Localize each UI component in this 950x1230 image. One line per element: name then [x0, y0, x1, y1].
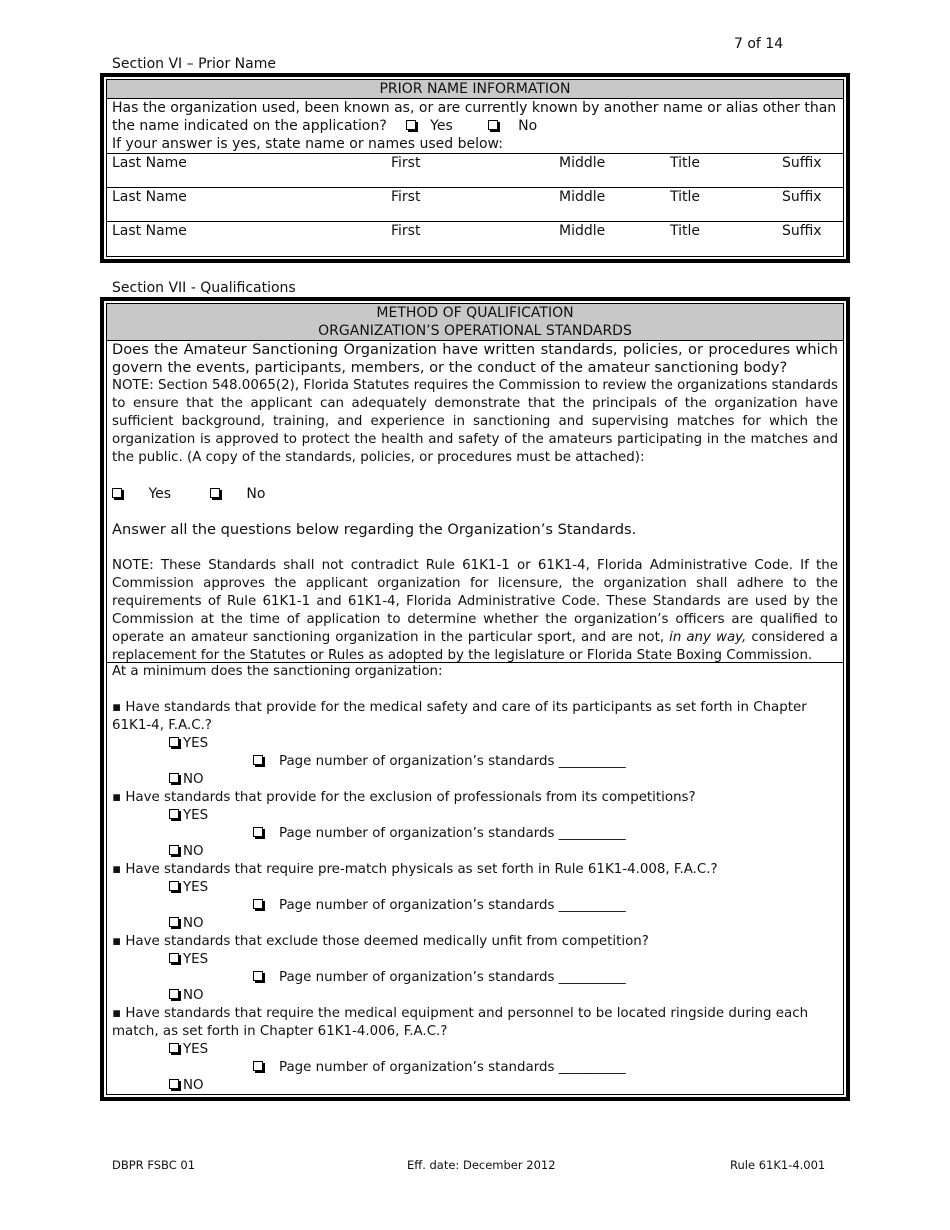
requirement-no-checkbox[interactable] [169, 1079, 179, 1089]
no-label: NO [183, 844, 204, 859]
col-middle: Middle [559, 155, 606, 171]
col-first: First [391, 155, 421, 171]
standards-yes-checkbox[interactable] [112, 488, 122, 498]
no-label: NO [183, 1078, 204, 1093]
yes-label: YES [183, 736, 209, 751]
requirement-question-line1: ▪ Have standards that exclude those deemed medically unfit from competition? [112, 934, 649, 949]
prior-name-no-checkbox[interactable] [488, 120, 498, 130]
requirement-question-line1: ▪ Have standards that require the medical equipment and personnel to be located ringside during each [112, 1006, 809, 1021]
col-title: Title [670, 189, 701, 205]
prior-name-yes-checkbox[interactable] [406, 120, 416, 130]
requirement-item [112, 699, 838, 735]
qualification-box [100, 297, 850, 1101]
page-ref-checkbox[interactable] [253, 899, 263, 909]
section-7-label: Section VII - Qualifications [112, 280, 296, 296]
requirement-question-line2: 61K1-4, F.A.C.? [112, 718, 212, 733]
col-last-name: Last Name [112, 223, 187, 239]
answer-all-instruction: Answer all the questions below regarding the Organization’s Standards. [112, 521, 637, 538]
no-label: NO [183, 988, 204, 1003]
standards-question: Does the Amateur Sanctioning Organization have written standards, policies, or procedures which govern the events, participants, members, or the conduct of the amateur sanctioning body? [112, 341, 838, 376]
footer-rule: Rule 61K1-4.001 [730, 1158, 826, 1172]
page-ref-checkbox[interactable] [253, 1061, 263, 1071]
prior-name-box [100, 73, 850, 263]
page-ref-label: Page number of organization’s standards __________ [279, 1060, 626, 1075]
standards-note-1: NOTE: Section 548.0065(2), Florida Statutes requires the Commission to review the organizations standards to ensure that the applicant can adequately demonstrate that the principals of the organization have sufficient background, training, and experience in sanctioning and supervising matches for which the organization is approved to protect the health and safety of the amateurs participating in the matches and the public. (A copy of the standards, policies, or procedures must be attached): [112, 378, 838, 465]
requirement-item [112, 1005, 838, 1041]
requirement-no-checkbox[interactable] [169, 845, 179, 855]
requirement-yes-checkbox[interactable] [169, 881, 179, 891]
requirement-yes-checkbox[interactable] [169, 1043, 179, 1053]
no-label: NO [183, 772, 204, 787]
page-ref-checkbox[interactable] [253, 827, 263, 837]
requirement-item [112, 861, 838, 879]
col-middle: Middle [559, 189, 606, 205]
name-row[interactable] [107, 153, 843, 187]
name-row[interactable] [107, 221, 843, 255]
requirement-no-checkbox[interactable] [169, 773, 179, 783]
col-last-name: Last Name [112, 155, 187, 171]
prior-name-yes-label: Yes [430, 118, 453, 134]
yes-label: YES [183, 808, 209, 823]
requirement-no-checkbox[interactable] [169, 989, 179, 999]
no-label: NO [183, 916, 204, 931]
col-middle: Middle [559, 223, 606, 239]
prior-name-question-line1: Has the organization used, been known as, or are currently known by another name or alias other than [112, 100, 837, 116]
yes-label: YES [183, 1042, 209, 1057]
prior-name-no-label: No [518, 118, 538, 134]
page-ref-checkbox[interactable] [253, 755, 263, 765]
requirement-yes-checkbox[interactable] [169, 953, 179, 963]
standards-yes-label: Yes [148, 486, 172, 502]
page-ref-label: Page number of organization’s standards __________ [279, 970, 626, 985]
qualification-header-line1: METHOD OF QUALIFICATION [376, 305, 574, 321]
col-title: Title [670, 155, 701, 171]
footer-form-id: DBPR FSBC 01 [112, 1158, 196, 1172]
requirement-no-checkbox[interactable] [169, 917, 179, 927]
requirement-item [112, 789, 838, 807]
note-2-part-b: considered a replacement for the Statutes or Rules as adopted by the legislature or Florida State Boxing Commission. [112, 630, 838, 663]
note-2-emphasis: in any way, [669, 630, 747, 645]
col-first: First [391, 223, 421, 239]
page-ref-label: Page number of organization’s standards __________ [279, 754, 626, 769]
col-title: Title [670, 223, 701, 239]
prior-name-question-line2: the name indicated on the application? [112, 118, 387, 134]
note-2-part-a: NOTE: These Standards shall not contradict Rule 61K1-1 or 61K1-4, Florida Administrative Code. If the Commission approves the applicant organization for licensure, the organization shall adhere to the requirements of Rule 61K1-1 and 61K1-4, Florida Administrative Code. These Standards are used by the Commission at the time of application to determine whether the organization’s officers are qualified to operate an amateur sanctioning organization in the particular sport, and are not, [112, 558, 838, 645]
standards-no-label: No [246, 486, 266, 502]
requirement-question-line1: ▪ Have standards that provide for the exclusion of professionals from its competitions? [112, 790, 696, 805]
requirement-question-line1: ▪ Have standards that provide for the medical safety and care of its participants as set forth in Chapter [112, 700, 807, 715]
yes-label: YES [183, 880, 209, 895]
col-suffix: Suffix [782, 155, 822, 171]
minimum-requirements [107, 663, 843, 1093]
col-suffix: Suffix [782, 223, 822, 239]
page-number: 7 of 14 [734, 36, 784, 52]
prior-name-header: PRIOR NAME INFORMATION [107, 80, 843, 99]
name-row[interactable] [107, 187, 843, 221]
requirement-yes-checkbox[interactable] [169, 809, 179, 819]
prior-name-instruction: If your answer is yes, state name or names used below: [112, 136, 503, 152]
page-ref-checkbox[interactable] [253, 971, 263, 981]
requirement-question-line1: ▪ Have standards that require pre-match physicals as set forth in Rule 61K1-4.008, F.A.C.? [112, 862, 718, 877]
section-6-label: Section VI – Prior Name [112, 56, 276, 72]
requirement-question-line2: match, as set forth in Chapter 61K1-4.006, F.A.C.? [112, 1024, 448, 1039]
col-suffix: Suffix [782, 189, 822, 205]
yes-label: YES [183, 952, 209, 967]
qualification-header [107, 304, 843, 341]
requirement-yes-checkbox[interactable] [169, 737, 179, 747]
requirement-item [112, 933, 838, 951]
page-ref-label: Page number of organization’s standards __________ [279, 826, 626, 841]
qualification-header-line2: ORGANIZATION’S OPERATIONAL STANDARDS [318, 323, 632, 339]
col-last-name: Last Name [112, 189, 187, 205]
standards-no-checkbox[interactable] [210, 488, 220, 498]
minimum-intro: At a minimum does the sanctioning organization: [112, 664, 443, 679]
standards-note-2 [112, 557, 838, 665]
page-ref-label: Page number of organization’s standards __________ [279, 898, 626, 913]
col-first: First [391, 189, 421, 205]
footer-eff-date: Eff. date: December 2012 [407, 1158, 556, 1172]
